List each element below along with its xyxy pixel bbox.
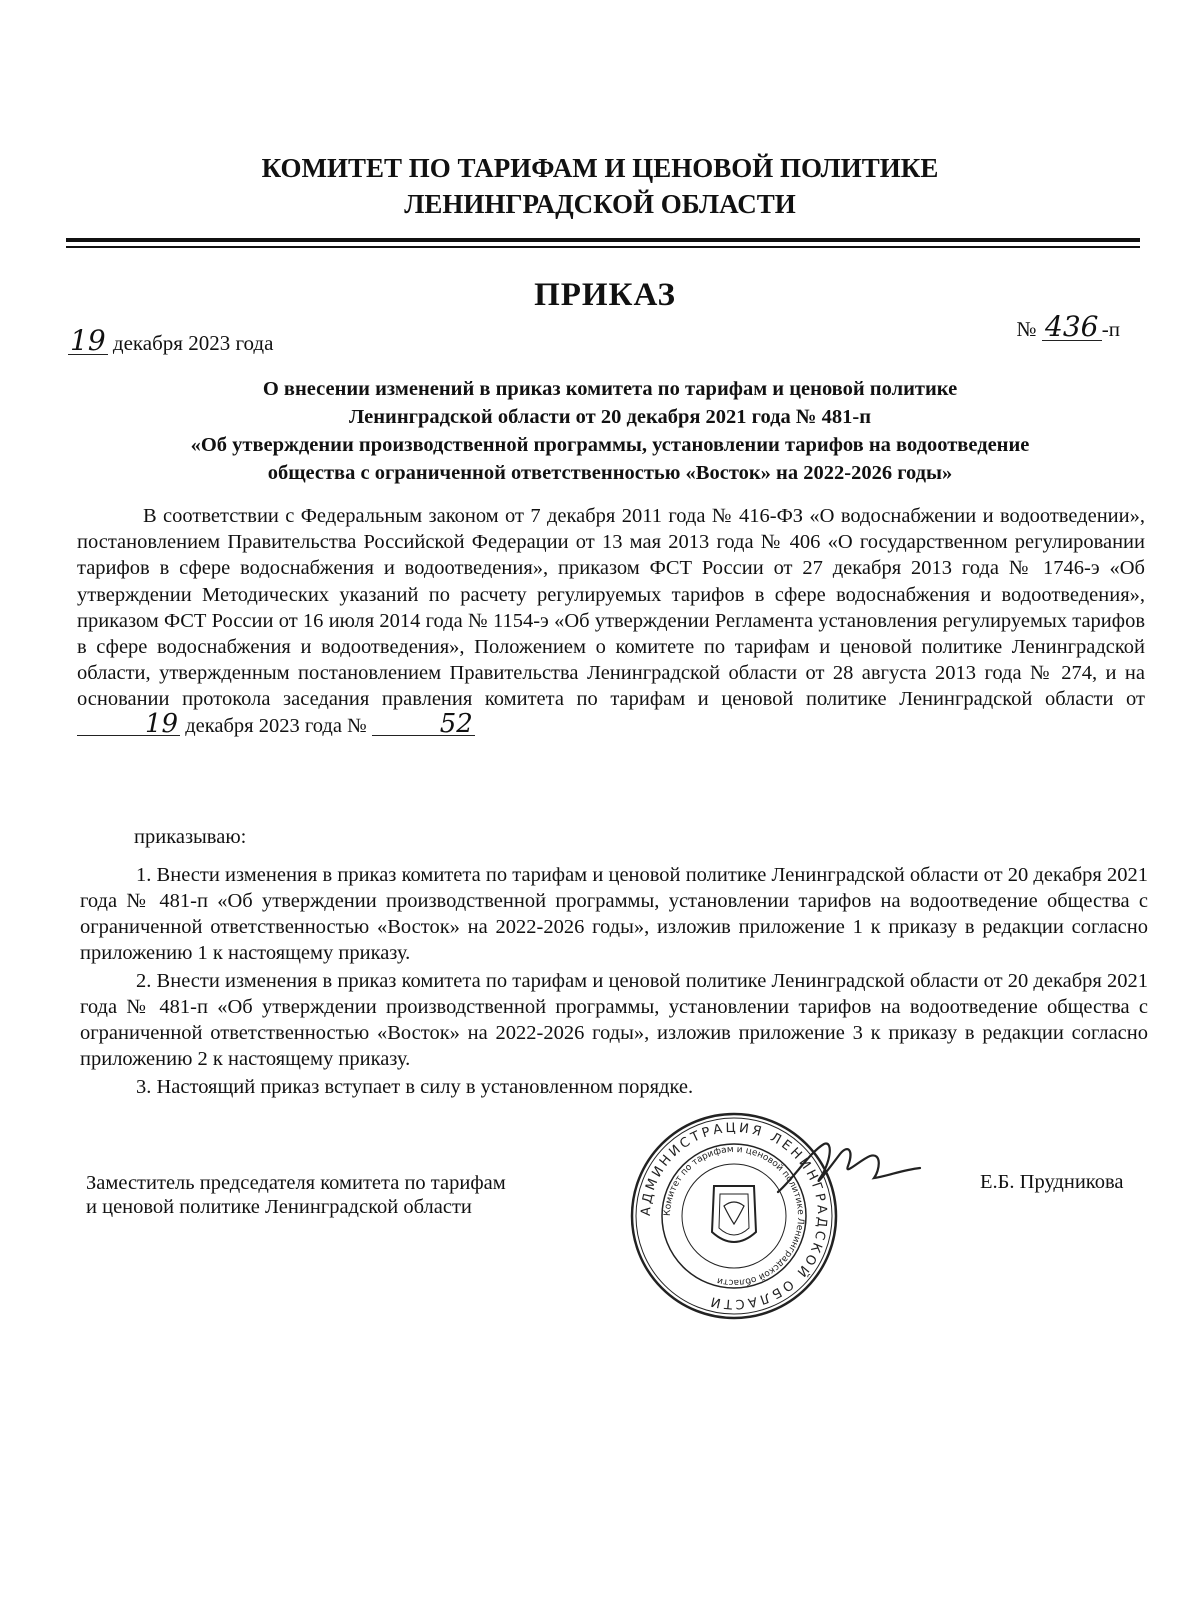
order-item-2: 2. Внести изменения в приказ комитета по тарифам и ценовой политике Ленинградской области от 20 декабря 2021 года № 481-п «Об утверждении производственной программы, установлении тарифов на водоотведение общества с ограниченной ответственностью «Восток» на 2022-2026 годы», изложив приложение 3 к приказу в редакции согласно приложению 2 к настоящему приказу.	[80, 970, 1148, 1070]
subject-line-1: О внесении изменений в приказ комитета по тарифам и ценовой политике	[262, 378, 958, 400]
subject-line-2: Ленинградской области от 20 декабря 2021 года № 481-п	[349, 406, 871, 428]
svg-text:АДМИНИСТРАЦИЯ ЛЕНИНГРАДСКОЙ ОБ: АДМИНИСТРАЦИЯ ЛЕНИНГРАДСКОЙ ОБЛАСТИ	[638, 1120, 830, 1312]
signer-position	[86, 1171, 626, 1219]
order-subject	[110, 375, 1110, 487]
order-date	[68, 324, 274, 357]
handwritten-order-number: 436	[1042, 314, 1102, 341]
signer-name: Е.Б. Прудникова	[980, 1171, 1124, 1193]
order-date-rest: декабря 2023 года	[112, 331, 274, 355]
order-number-suffix: -п	[1101, 317, 1120, 341]
preamble-paragraph	[77, 503, 1145, 739]
orders-word: приказываю:	[134, 826, 247, 848]
document-type-heading: ПРИКАЗ	[534, 277, 676, 313]
seal-emblem-icon	[712, 1186, 756, 1242]
subject-line-3: «Об утверждении производственной программы, установлении тарифов на водоотведение	[190, 434, 1030, 456]
handwritten-protocol-day: 19	[77, 713, 180, 736]
order-number-prefix: №	[1016, 317, 1037, 341]
org-title-line-2: ЛЕНИНГРАДСКОЙ ОБЛАСТИ	[404, 189, 796, 219]
order-item-3: 3. Настоящий приказ вступает в силу в установленном порядке.	[136, 1076, 694, 1098]
order-number	[1016, 310, 1120, 343]
subject-line-4: общества с ограниченной ответственностью «Восток» на 2022-2026 годы»	[267, 462, 953, 484]
order-item-1: 1. Внести изменения в приказ комитета по тарифам и ценовой политике Ленинградской области от 20 декабря 2021 года № 481-п «Об утверждении производственной программы, установлении тарифов на водоотведение общества с ограниченной ответственностью «Восток» на 2022-2026 годы», изложив приложение 1 к приказу в редакции согласно приложению 1 к настоящему приказу.	[80, 864, 1148, 964]
handwritten-signature	[770, 1130, 930, 1210]
preamble-text-mid: декабря 2023 года №	[185, 714, 367, 737]
svg-text:Комитет по тарифам и ценовой п: Комитет по тарифам и ценовой политике Ленинградской области	[662, 1144, 806, 1288]
order-items	[80, 862, 1148, 1102]
handwritten-protocol-number: 52	[372, 713, 475, 736]
header-rule-thin	[66, 246, 1140, 248]
signer-position-line-1: Заместитель председателя комитета по тарифам	[86, 1172, 506, 1194]
org-title-line-1: КОМИТЕТ ПО ТАРИФАМ И ЦЕНОВОЙ ПОЛИТИКЕ	[261, 153, 939, 183]
preamble-text: В соответствии с Федеральным законом от 7 декабря 2011 года № 416-ФЗ «О водоснабжении и водоотведении», постановлением Правительства Российской Федерации от 13 мая 2013 года № 406 «О государственном регулировании тарифов в сфере водоснабжения и водоотведения», приказом ФСТ России от 27 декабря 2013 года № 1746-э «Об утверждении Методических указаний по расчету регулируемых тарифов в сфере водоснабжения и водоотведения», приказом ФСТ России от 16 июля 2014 года № 1154-э «Об утверждении Регламента установления регулируемых тарифов в сфере водоснабжения и водоотведения», Положением о комитете по тарифам и ценовой политике Ленинградской области, утвержденным постановлением Правительства Ленинградской области от 28 августа 2013 года № 274, и на основании протокола заседания правления комитета по тарифам и ценовой политике Ленинградской области от	[77, 505, 1145, 711]
header-rule-thick	[66, 238, 1140, 242]
organization-title	[0, 150, 1200, 222]
handwritten-date-day: 19	[70, 324, 106, 357]
signer-position-line-2: и ценовой политике Ленинградской области	[86, 1196, 472, 1218]
